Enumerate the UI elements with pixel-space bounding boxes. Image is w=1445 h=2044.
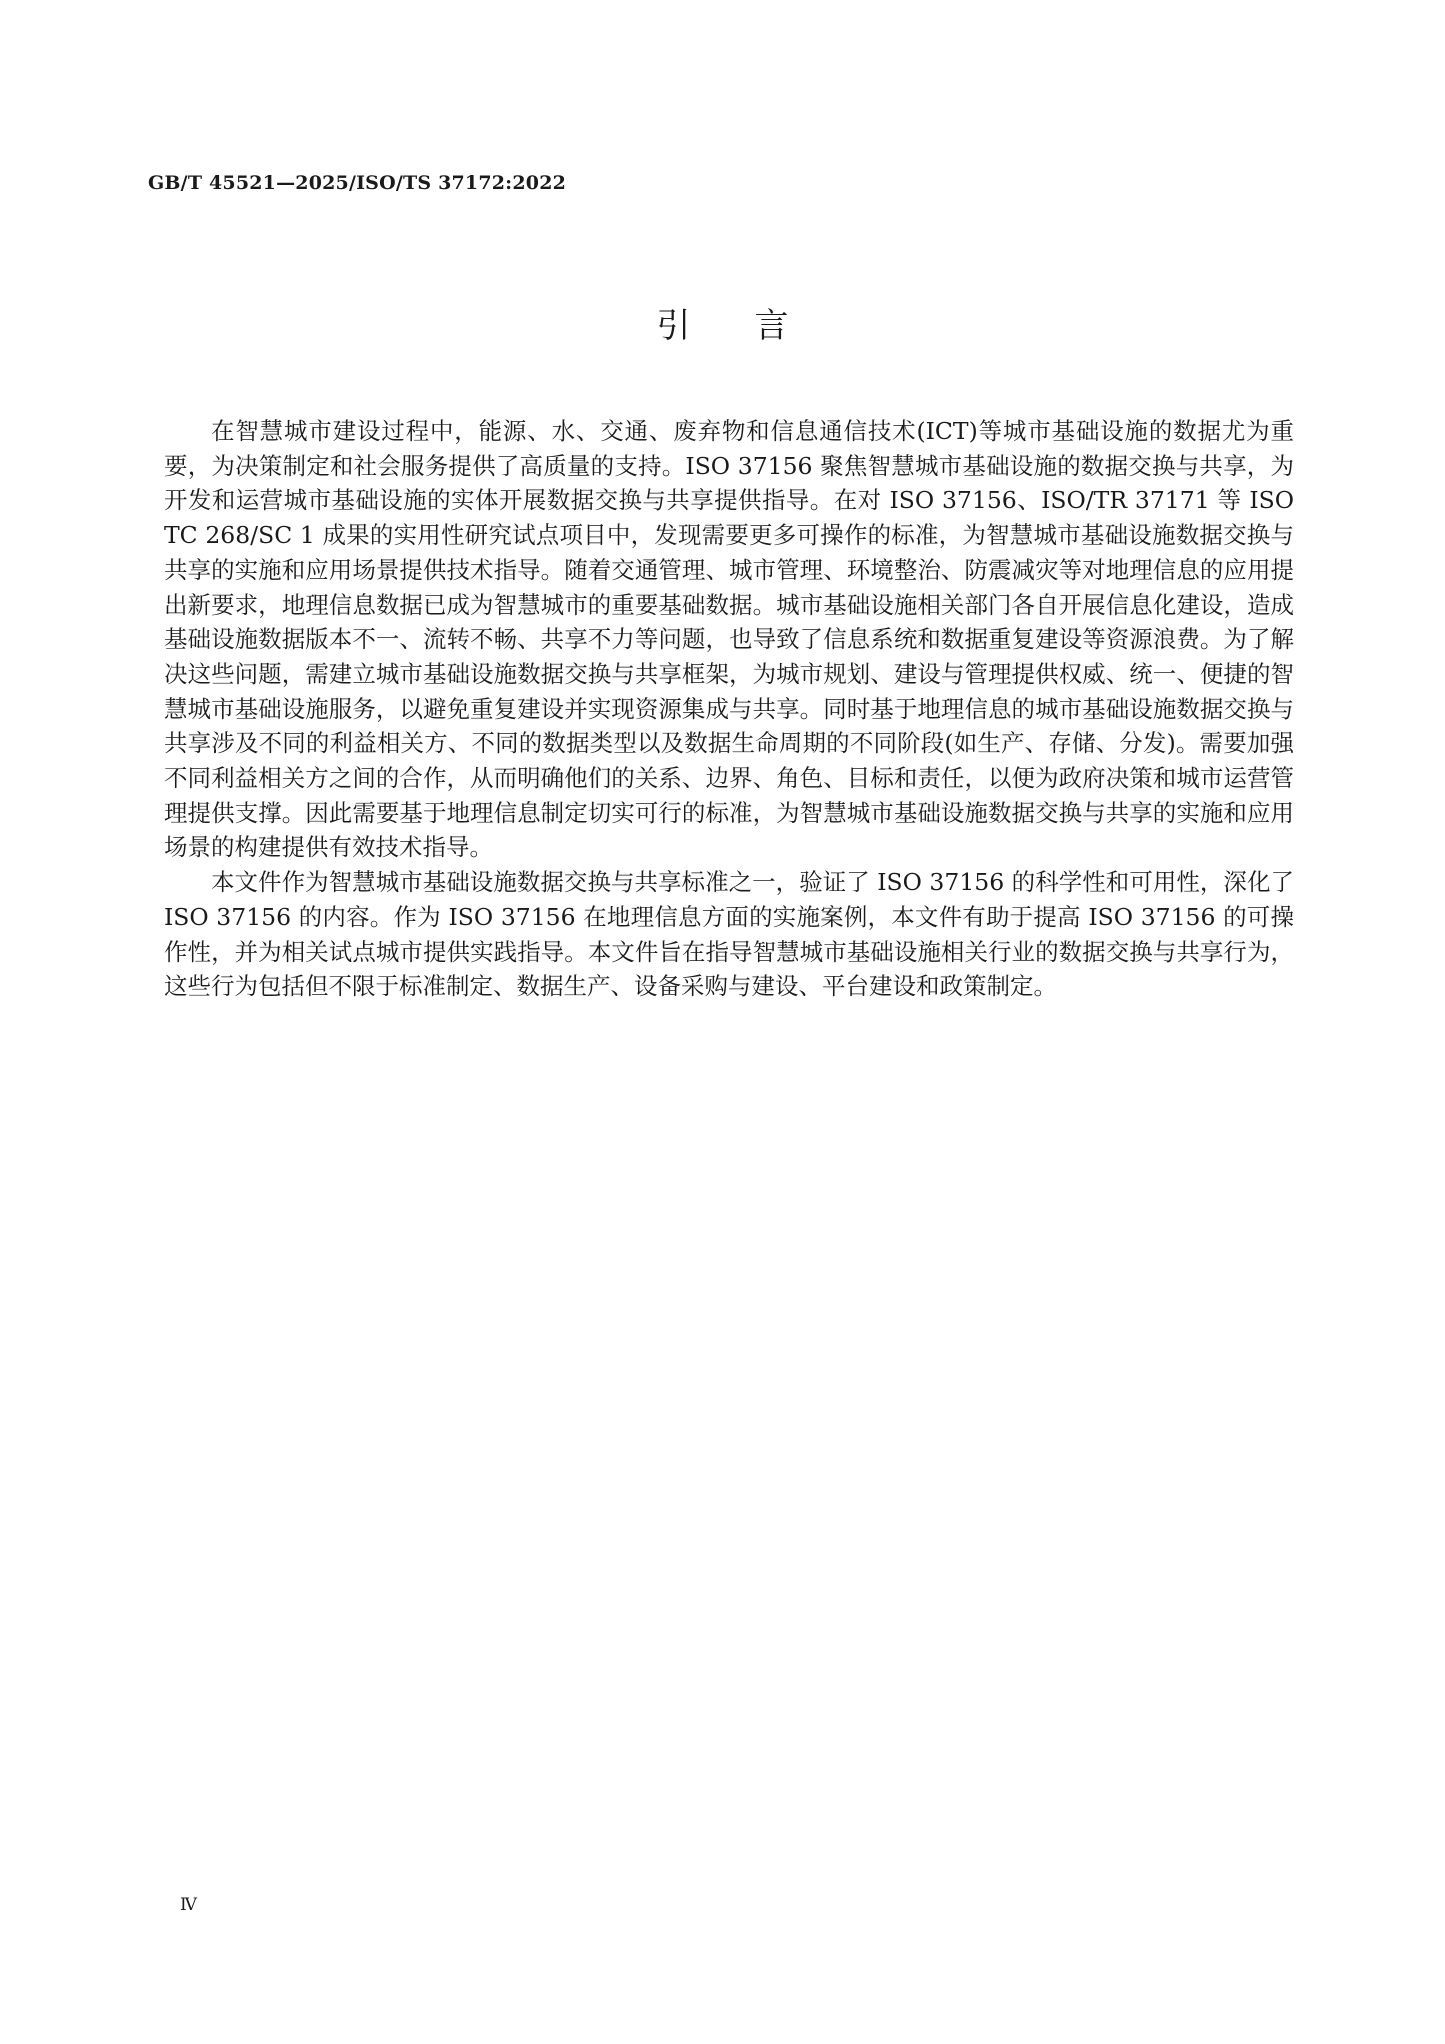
introduction-body bbox=[164, 414, 1294, 1004]
page-title: 引言 bbox=[656, 306, 853, 346]
document-code: GB/T 45521—2025/ISO/TS 37172:2022 bbox=[148, 172, 567, 194]
paragraph-1: 在智慧城市建设过程中，能源、水、交通、废弃物和信息通信技术(ICT)等城市基础设施的数据尤为重要，为决策制定和社会服务提供了高质量的支持。ISO 37156 聚焦智慧城市基础设施的数据交换与共享，为开发和运营城市基础设施的实体开展数据交换与共享提供指导。在对 ISO 37156、ISO/TR 37171 等 ISO TC 268/SC 1 成果的实用性研究试点项目中，发现需要更多可操作的标准，为智慧城市基础设施数据交换与共享的实施和应用场景提供技术指导。随着交通管理、城市管理、环境整治、防震减灾等对地理信息的应用提出新要求，地理信息数据已成为智慧城市的重要基础数据。城市基础设施相关部门各自开展信息化建设，造成基础设施数据版本不一、流转不畅、共享不力等问题，也导致了信息系统和数据重复建设等资源浪费。为了解决这些问题，需建立城市基础设施数据交换与共享框架，为城市规划、建设与管理提供权威、统一、便捷的智慧城市基础设施服务，以避免重复建设并实现资源集成与共享。同时基于地理信息的城市基础设施数据交换与共享涉及不同的利益相关方、不同的数据类型以及数据生命周期的不同阶段(如生产、存储、分发)。需要加强不同利益相关方之间的合作，从而明确他们的关系、边界、角色、目标和责任，以便为政府决策和城市运营管理提供支撑。因此需要基于地理信息制定切实可行的标准，为智慧城市基础设施数据交换与共享的实施和应用场景的构建提供有效技术指导。 bbox=[164, 417, 1294, 862]
paragraph-2: 本文件作为智慧城市基础设施数据交换与共享标准之一，验证了 ISO 37156 的科学性和可用性，深化了 ISO 37156 的内容。作为 ISO 37156 在地理信息方面的实施案例，本文件有助于提高 ISO 37156 的可操作性，并为相关试点城市提供实践指导。本文件旨在指导智慧城市基础设施相关行业的数据交换与共享行为，这些行为包括但不限于标准制定、数据生产、设备采购与建设、平台建设和政策制定。 bbox=[164, 868, 1294, 1001]
page-number: Ⅳ bbox=[180, 1895, 197, 1915]
